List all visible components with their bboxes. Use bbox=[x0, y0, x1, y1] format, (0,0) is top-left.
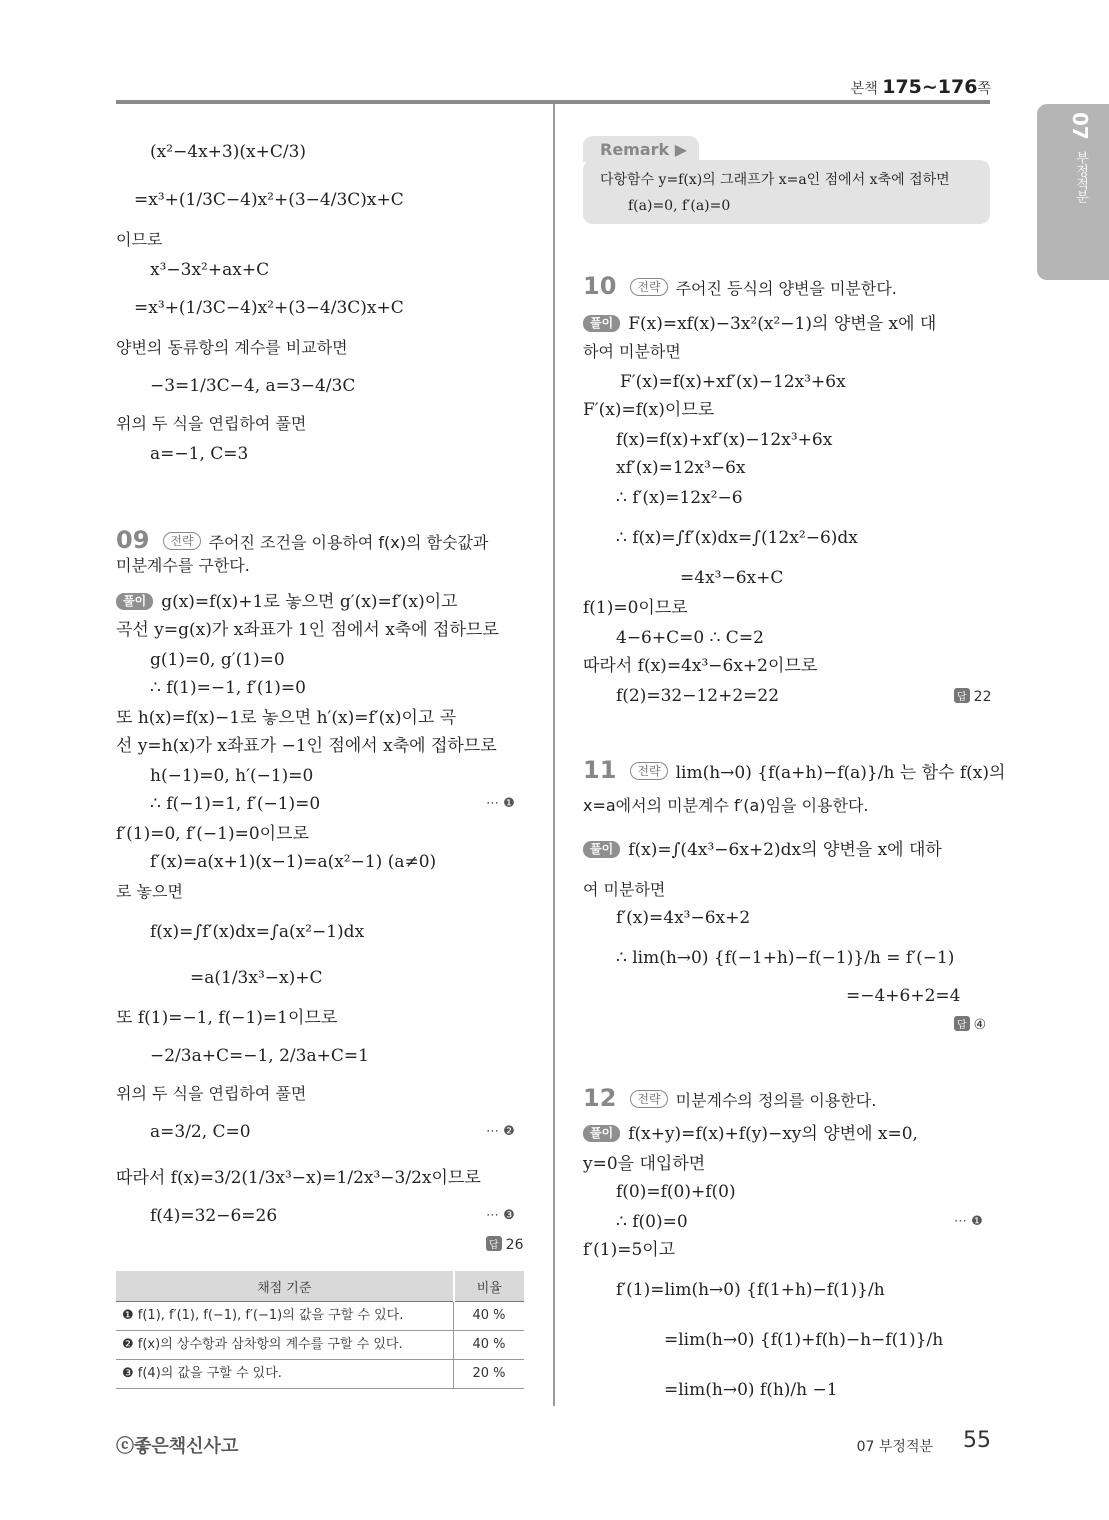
q10-line-5: f(x)=f(x)+xf′(x)−12x³+6x bbox=[616, 430, 833, 450]
q09-mark-2: ⋯ ❷ bbox=[486, 1124, 515, 1139]
q10-line-7: ∴ f′(x)=12x²−6 bbox=[616, 488, 743, 508]
q09-answer-icon: 답 bbox=[486, 1236, 502, 1251]
q10-answer-icon: 답 bbox=[954, 688, 970, 703]
q10-line-4: F′(x)=f(x)이므로 bbox=[583, 400, 715, 420]
left-line-4: x³−3x²+ax+C bbox=[150, 260, 270, 280]
left-line-6: 양변의 동류항의 계수를 비교하면 bbox=[116, 338, 348, 357]
q10-line-3: F′(x)=f(x)+xf′(x)−12x³+6x bbox=[620, 372, 846, 392]
left-line-8: 위의 두 식을 연립하여 풀면 bbox=[116, 414, 307, 433]
q11-solution-line-1 bbox=[583, 838, 942, 862]
book-page-reference bbox=[851, 76, 991, 98]
q10-line-8: ∴ f(x)=∫f′(x)dx=∫(12x²−6)dx bbox=[616, 528, 858, 548]
left-line-7: −3=1/3C−4, a=3−4/3C bbox=[150, 376, 356, 396]
book-ref-prefix: 본책 bbox=[850, 81, 878, 97]
grading-ratio: 40 % bbox=[454, 1302, 525, 1331]
left-line-1: (x²−4x+3)(x+C/3) bbox=[150, 142, 307, 162]
q09-header bbox=[116, 528, 488, 555]
q11-line-4: ∴ lim(h→0) {f(−1+h)−f(−1)}/h = f′(−1) bbox=[616, 948, 955, 968]
q11-header bbox=[583, 758, 1005, 785]
q09-line-13: =a(1/3x³−x)+C bbox=[190, 968, 323, 988]
q09-answer-value: 26 bbox=[505, 1237, 524, 1253]
q09-strategy-badge: 전략 bbox=[163, 532, 200, 550]
left-line-9: a=−1, C=3 bbox=[150, 444, 249, 464]
chapter-side-name: 부정적분 bbox=[1073, 150, 1088, 203]
q10-answer bbox=[954, 688, 992, 705]
grading-criterion: ❸ f(4)의 값을 구할 수 있다. bbox=[116, 1360, 454, 1389]
q10-strategy-text: 주어진 등식의 양변을 미분한다. bbox=[675, 279, 897, 298]
q09-mark-3: ⋯ ❸ bbox=[486, 1208, 515, 1223]
q10-header bbox=[583, 274, 897, 301]
q12-line-3: f(0)=f(0)+f(0) bbox=[616, 1182, 736, 1202]
q09-line-2: 곡선 y=g(x)가 x좌표가 1인 점에서 x축에 접하므로 bbox=[116, 620, 499, 640]
q09-solution-line-1 bbox=[116, 590, 458, 614]
q09-line-17: a=3/2, C=0 bbox=[150, 1122, 251, 1142]
q09-line-9: f′(1)=0, f′(−1)=0이므로 bbox=[116, 824, 309, 844]
q12-mark-1: ⋯ ❶ bbox=[954, 1214, 983, 1229]
q09-strategy-text: 주어진 조건을 이용하여 f(x)의 함숫값과 bbox=[208, 533, 489, 552]
q12-solution-badge: 풀이 bbox=[583, 1125, 620, 1142]
publisher-logo: ⓒ좋은책신사고 bbox=[116, 1436, 239, 1457]
q09-line-10: f′(x)=a(x+1)(x−1)=a(x²−1) (a≠0) bbox=[150, 852, 437, 872]
q09-line-8: ∴ f(−1)=1, f′(−1)=0 bbox=[150, 794, 321, 814]
grading-header-ratio: 비율 bbox=[454, 1271, 525, 1302]
q11-number: 11 bbox=[583, 756, 617, 784]
q09-mark-1: ⋯ ❶ bbox=[486, 796, 515, 811]
q10-line-9: =4x³−6x+C bbox=[680, 568, 784, 588]
q10-line-12: 따라서 f(x)=4x³−6x+2이므로 bbox=[583, 656, 818, 676]
q11-answer bbox=[954, 1016, 986, 1033]
q12-line-1-text: f(x+y)=f(x)+f(y)−xy의 양변에 x=0, bbox=[628, 1124, 918, 1144]
chapter-side-label bbox=[1068, 112, 1092, 203]
q12-strategy-badge: 전략 bbox=[630, 1090, 667, 1108]
q12-header bbox=[583, 1086, 876, 1113]
left-line-5: =x³+(1/3C−4)x²+(3−4/3C)x+C bbox=[134, 298, 404, 318]
q11-solution-badge: 풀이 bbox=[583, 841, 620, 858]
remark-line-1: 다항함수 y=f(x)의 그래프가 x=a인 점에서 x축에 접하면 bbox=[600, 172, 950, 188]
remark-title: Remark ▶ bbox=[600, 140, 688, 159]
q11-strategy-text-2: x=a에서의 미분계수 f′(a)임을 이용한다. bbox=[583, 796, 869, 815]
grading-ratio: 20 % bbox=[454, 1360, 525, 1389]
q09-line-19: f(4)=32−6=26 bbox=[150, 1206, 278, 1226]
q09-line-18: 따라서 f(x)=3/2(1/3x³−x)=1/2x³−3/2x이므로 bbox=[116, 1168, 481, 1188]
q12-line-7: =lim(h→0) {f(1)+f(h)−h−f(1)}/h bbox=[664, 1330, 944, 1350]
q09-line-7: h(−1)=0, h′(−1)=0 bbox=[150, 766, 314, 786]
q09-number: 09 bbox=[116, 526, 150, 554]
q11-answer-value: ④ bbox=[973, 1017, 987, 1033]
q09-line-14: 또 f(1)=−1, f(−1)=1이므로 bbox=[116, 1008, 338, 1028]
q10-strategy-badge: 전략 bbox=[630, 278, 667, 296]
chapter-side-num: 07 bbox=[1068, 112, 1092, 140]
table-row bbox=[116, 1302, 524, 1331]
book-ref-suffix: 쪽 bbox=[977, 81, 991, 97]
q11-line-1-text: f(x)=∫(4x³−6x+2)dx의 양변을 x에 대하 bbox=[628, 840, 942, 860]
q12-number: 12 bbox=[583, 1084, 617, 1112]
q10-line-2: 하여 미분하면 bbox=[583, 342, 681, 361]
left-line-2: =x³+(1/3C−4)x²+(3−4/3C)x+C bbox=[134, 190, 404, 210]
q10-line-11: 4−6+C=0 ∴ C=2 bbox=[616, 628, 764, 648]
q09-solution-badge: 풀이 bbox=[116, 593, 153, 610]
q09-line-4: ∴ f(1)=−1, f′(1)=0 bbox=[150, 678, 306, 698]
grading-table bbox=[116, 1271, 524, 1389]
q12-solution-line-1 bbox=[583, 1122, 918, 1146]
q11-answer-icon: 답 bbox=[954, 1016, 970, 1031]
q12-line-6: f′(1)=lim(h→0) {f(1+h)−f(1)}/h bbox=[616, 1280, 885, 1300]
q10-number: 10 bbox=[583, 272, 617, 300]
footer-chapter: 07 부정적분 bbox=[856, 1439, 933, 1455]
remark-line-2: f(a)=0, f′(a)=0 bbox=[628, 198, 731, 214]
q10-line-1-text: F(x)=xf(x)−3x²(x²−1)의 양변을 x에 대 bbox=[628, 314, 937, 334]
q11-strategy-text: lim(h→0) {f(a+h)−f(a)}/h 는 함수 f(x)의 bbox=[675, 763, 1006, 783]
grading-criterion: ❶ f(1), f′(1), f(−1), f′(−1)의 값을 구할 수 있다. bbox=[116, 1302, 454, 1331]
q10-line-6: xf′(x)=12x³−6x bbox=[616, 458, 746, 478]
grading-header-criterion: 채점 기준 bbox=[116, 1271, 454, 1302]
q10-answer-value: 22 bbox=[973, 689, 992, 705]
q10-solution-badge: 풀이 bbox=[583, 315, 620, 332]
q09-line-3: g(1)=0, g′(1)=0 bbox=[150, 650, 285, 670]
page-number: 55 bbox=[963, 1428, 991, 1453]
table-row bbox=[116, 1331, 524, 1360]
q09-line-16: 위의 두 식을 연립하여 풀면 bbox=[116, 1084, 307, 1103]
q09-line-15: −2/3a+C=−1, 2/3a+C=1 bbox=[150, 1046, 369, 1066]
q12-strategy-text: 미분계수의 정의를 이용한다. bbox=[675, 1091, 877, 1110]
q09-line-12: f(x)=∫f′(x)dx=∫a(x²−1)dx bbox=[150, 922, 365, 942]
q11-line-2: 여 미분하면 bbox=[583, 880, 666, 899]
q09-line-1-text: g(x)=f(x)+1로 놓으면 g′(x)=f′(x)이고 bbox=[161, 592, 458, 612]
q12-line-2: y=0을 대입하면 bbox=[583, 1154, 706, 1174]
q10-line-13: f(2)=32−12+2=22 bbox=[616, 686, 780, 706]
q10-solution-line-1 bbox=[583, 312, 936, 336]
grading-criterion: ❷ f(x)의 상수항과 삼차항의 계수를 구할 수 있다. bbox=[116, 1331, 454, 1360]
q09-line-6: 선 y=h(x)가 x좌표가 −1인 점에서 x축에 접하므로 bbox=[116, 736, 497, 756]
left-line-3: 이므로 bbox=[116, 230, 163, 249]
q12-line-4: ∴ f(0)=0 bbox=[616, 1212, 688, 1232]
book-ref-pages: 175~176 bbox=[882, 76, 978, 98]
q09-line-11: 로 놓으면 bbox=[116, 882, 183, 901]
q11-line-3: f′(x)=4x³−6x+2 bbox=[616, 908, 751, 928]
column-divider bbox=[553, 104, 555, 1406]
q11-line-5: =−4+6+2=4 bbox=[846, 986, 961, 1006]
q09-answer bbox=[486, 1236, 524, 1253]
q09-line-5: 또 h(x)=f(x)−1로 놓으면 h′(x)=f′(x)이고 곡 bbox=[116, 708, 457, 728]
grading-ratio: 40 % bbox=[454, 1331, 525, 1360]
q12-line-8: =lim(h→0) f(h)/h −1 bbox=[664, 1380, 838, 1400]
table-row bbox=[116, 1360, 524, 1389]
q09-strategy-text-2: 미분계수를 구한다. bbox=[116, 556, 250, 575]
q10-line-10: f(1)=0이므로 bbox=[583, 598, 688, 618]
q12-line-5: f′(1)=5이고 bbox=[583, 1240, 676, 1260]
grading-header-row bbox=[116, 1271, 524, 1302]
q11-strategy-badge: 전략 bbox=[630, 762, 667, 780]
